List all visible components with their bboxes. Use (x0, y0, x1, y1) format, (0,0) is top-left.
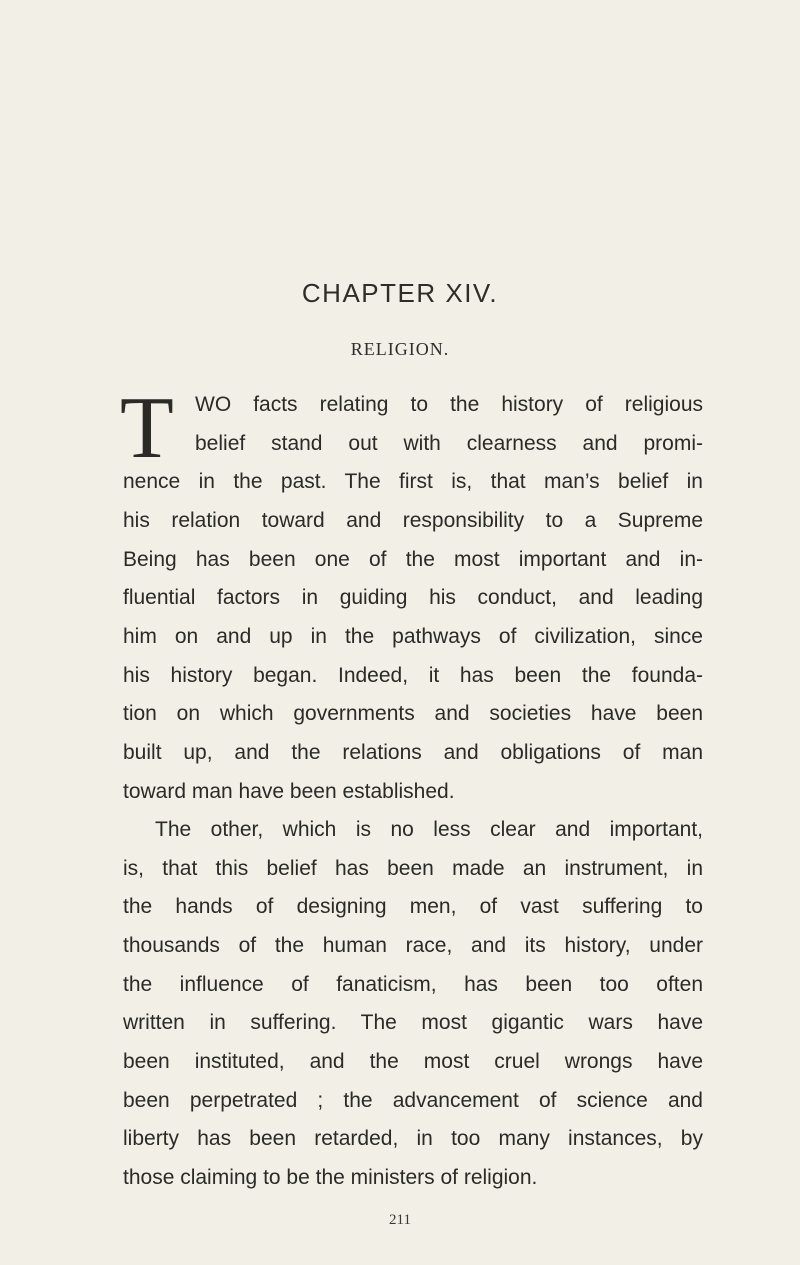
text-line: The other, which is no less clear and important, (155, 818, 703, 842)
text-line: his history began. Indeed, it has been the founda- (123, 663, 703, 687)
text-line: liberty has been retarded, in too many instances, by (123, 1127, 703, 1151)
text-line: toward man have been established. (123, 779, 455, 803)
text-line: his relation toward and responsibility to a Supreme (123, 508, 703, 532)
text-line: him on and up in the pathways of civilization, since (123, 624, 703, 648)
page-number: 211 (389, 1212, 411, 1228)
text-line: thousands of the human race, and its history, under (123, 934, 703, 958)
text-line: built up, and the relations and obligations of man (123, 740, 703, 764)
text-line: been perpetrated ; the advancement of science and (123, 1088, 703, 1112)
text-line: the hands of designing men, of vast suffering to (123, 895, 703, 919)
text-line: WO facts relating to the history of religious (195, 393, 703, 416)
chapter-heading: CHAPTER XIV. (301, 278, 499, 308)
text-line: is, that this belief has been made an instrument, in (123, 856, 703, 880)
text-line: those claiming to be the ministers of religion. (123, 1166, 538, 1189)
text-line: fluential factors in guiding his conduct, and leading (123, 586, 703, 610)
chapter-subtitle: RELIGION. (350, 339, 450, 359)
text-line: belief stand out with clearness and promi- (195, 431, 703, 455)
text-line: Being has been one of the most important and in- (123, 547, 703, 571)
drop-cap: T (120, 380, 174, 477)
text-line: been instituted, and the most cruel wrongs have (123, 1050, 703, 1074)
text-line: tion on which governments and societies have been (123, 702, 703, 726)
text-line: written in suffering. The most gigantic wars have (123, 1011, 703, 1035)
text-line: nence in the past. The first is, that man’s belief in (123, 470, 703, 494)
text-line: the influence of fanaticism, has been too often (123, 972, 703, 996)
